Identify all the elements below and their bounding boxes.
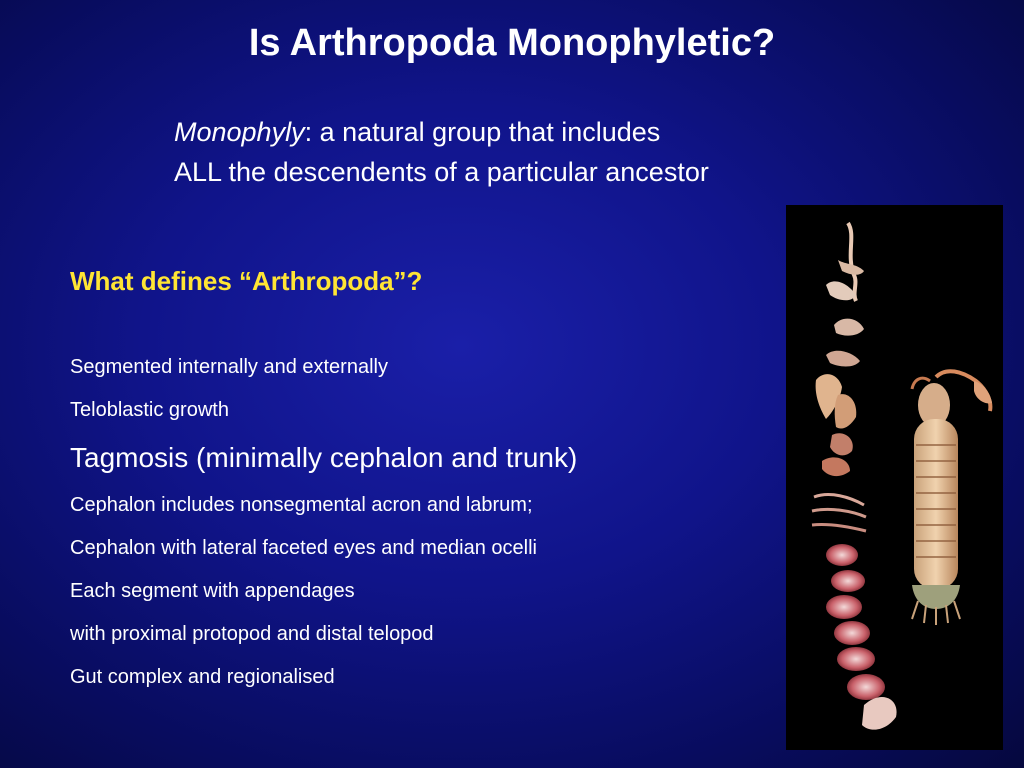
bullet-item: Segmented internally and externally — [70, 356, 388, 378]
bullet-item: Cephalon includes nonsegmental acron and labrum; — [70, 494, 533, 516]
bullet-list — [70, 350, 577, 703]
bullet-item: with proximal protopod and distal telopod — [70, 623, 434, 645]
question-heading: What defines “Arthropoda”? — [70, 266, 423, 296]
intact-specimen — [912, 371, 992, 625]
definition-term: Monophyly — [174, 117, 305, 147]
bullet-item: Each segment with appendages — [70, 580, 355, 602]
definition-line-1 — [174, 112, 709, 152]
bullet-item: Cephalon with lateral faceted eyes and median ocelli — [70, 537, 537, 559]
appendage-series — [812, 223, 897, 730]
slide-title: Is Arthropoda Monophyletic? — [248, 22, 776, 64]
arthropod-specimen-photo — [786, 205, 1003, 750]
bullet-item: Tagmosis (minimally cephalon and trunk) — [70, 442, 578, 473]
definition-line-2: ALL the descendents of a particular ancestor — [174, 157, 709, 187]
definition-block — [174, 112, 709, 192]
bullet-item: Teloblastic growth — [70, 399, 229, 421]
bullet-item: Gut complex and regionalised — [70, 666, 335, 688]
definition-line-1-text: : a natural group that includes — [304, 117, 661, 147]
specimen-illustration — [786, 205, 1003, 750]
